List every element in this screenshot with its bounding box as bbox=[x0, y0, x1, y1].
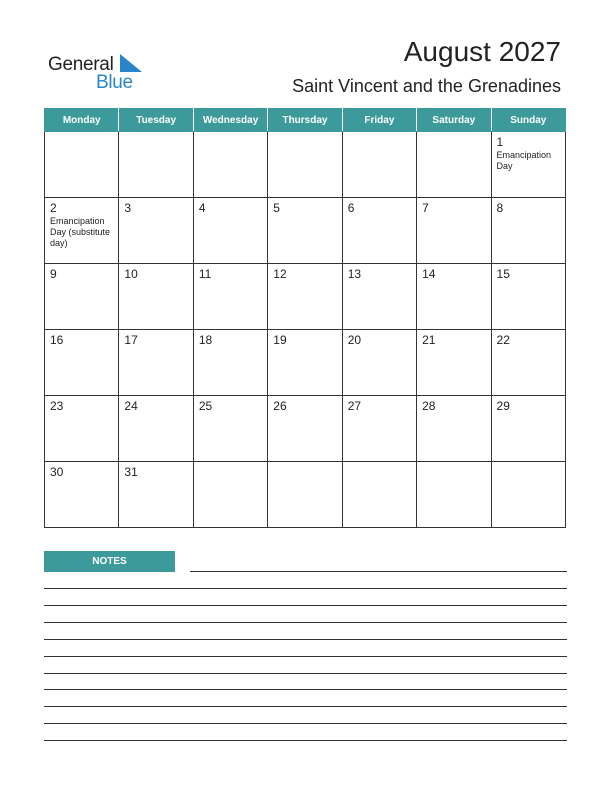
calendar-week-row bbox=[45, 396, 566, 462]
day-number: 12 bbox=[273, 267, 287, 281]
calendar-day-cell bbox=[342, 330, 416, 396]
calendar-day-cell bbox=[491, 396, 565, 462]
calendar-day-cell bbox=[491, 132, 565, 198]
day-number: 26 bbox=[273, 399, 287, 413]
notes-rule-line bbox=[44, 706, 567, 707]
day-number: 22 bbox=[496, 333, 510, 347]
day-number: 1 bbox=[496, 135, 504, 149]
day-number: 5 bbox=[273, 201, 280, 215]
notes-rule-line bbox=[190, 571, 567, 572]
calendar-day-cell bbox=[45, 132, 119, 198]
day-number: 28 bbox=[422, 399, 436, 413]
day-number: 20 bbox=[347, 333, 362, 347]
weekday-header-row bbox=[45, 109, 566, 132]
weekday-header: Saturday bbox=[417, 109, 491, 132]
calendar-day-cell bbox=[268, 132, 342, 198]
day-number: 25 bbox=[198, 399, 213, 413]
calendar-day-cell bbox=[417, 396, 491, 462]
calendar-day-cell bbox=[119, 132, 193, 198]
calendar-day-cell bbox=[45, 264, 119, 330]
calendar-day-cell bbox=[268, 462, 342, 528]
day-number: 6 bbox=[347, 201, 355, 215]
calendar-day-cell bbox=[491, 264, 565, 330]
calendar-day-cell bbox=[342, 462, 416, 528]
day-number: 9 bbox=[50, 267, 57, 281]
page-title: August 2027 bbox=[403, 36, 561, 67]
day-number: 23 bbox=[50, 399, 64, 413]
calendar-day-cell bbox=[119, 264, 193, 330]
calendar-week-row bbox=[45, 264, 566, 330]
calendar-day-cell bbox=[119, 330, 193, 396]
calendar-day-cell bbox=[193, 264, 267, 330]
calendar-day-cell bbox=[268, 264, 342, 330]
calendar-day-cell bbox=[342, 396, 416, 462]
logo-text-blue: Blue bbox=[96, 72, 133, 93]
day-number: 29 bbox=[496, 399, 510, 413]
notes-rule-line bbox=[44, 639, 567, 640]
calendar-day-cell bbox=[417, 462, 491, 528]
generalblue-logo bbox=[48, 52, 148, 92]
calendar-week-row bbox=[45, 462, 566, 528]
calendar-day-cell bbox=[193, 396, 267, 462]
notes-rule-line bbox=[44, 622, 567, 623]
day-number: 13 bbox=[347, 267, 362, 281]
notes-header: NOTES bbox=[44, 551, 175, 572]
calendar-day-cell bbox=[342, 264, 416, 330]
holiday-label: Emancipation Day (substitute day) bbox=[50, 216, 111, 248]
calendar-day-cell bbox=[193, 330, 267, 396]
day-number: 2 bbox=[50, 201, 57, 215]
day-number: 19 bbox=[273, 333, 287, 347]
calendar-week-row bbox=[45, 330, 566, 396]
month-calendar bbox=[44, 108, 566, 528]
calendar-day-cell bbox=[342, 132, 416, 198]
day-number: 31 bbox=[124, 465, 138, 479]
calendar-day-cell bbox=[417, 198, 491, 264]
calendar-day-cell bbox=[268, 330, 342, 396]
day-number: 16 bbox=[50, 333, 64, 347]
calendar-day-cell bbox=[45, 198, 119, 264]
day-number: 27 bbox=[347, 399, 362, 413]
logo-triangle-icon bbox=[120, 54, 142, 72]
day-number: 17 bbox=[124, 333, 138, 347]
calendar-day-cell bbox=[45, 396, 119, 462]
day-number: 3 bbox=[124, 201, 132, 215]
calendar-day-cell bbox=[417, 330, 491, 396]
day-number: 8 bbox=[496, 201, 504, 215]
calendar-day-cell bbox=[342, 198, 416, 264]
calendar-week-row bbox=[45, 132, 566, 198]
calendar-week-row bbox=[45, 198, 566, 264]
calendar-day-cell bbox=[119, 198, 193, 264]
calendar-day-cell bbox=[193, 462, 267, 528]
day-number: 30 bbox=[50, 465, 64, 479]
calendar-body bbox=[45, 132, 566, 528]
calendar-day-cell bbox=[491, 198, 565, 264]
weekday-header: Tuesday bbox=[119, 109, 193, 132]
day-number: 14 bbox=[422, 267, 436, 281]
weekday-header: Wednesday bbox=[193, 109, 267, 132]
notes-rule-line bbox=[44, 605, 567, 606]
calendar-day-cell bbox=[193, 132, 267, 198]
day-number: 15 bbox=[496, 267, 510, 281]
notes-rule-line bbox=[44, 740, 567, 741]
day-number: 24 bbox=[124, 399, 138, 413]
day-number: 11 bbox=[198, 267, 212, 281]
day-number: 4 bbox=[198, 201, 206, 215]
calendar-day-cell bbox=[491, 462, 565, 528]
notes-rule-line bbox=[44, 673, 567, 674]
calendar-day-cell bbox=[417, 264, 491, 330]
country-subtitle: Saint Vincent and the Grenadines bbox=[292, 76, 561, 96]
holiday-label: Emancipation Day bbox=[496, 150, 552, 171]
day-number: 7 bbox=[422, 201, 429, 215]
weekday-header: Monday bbox=[45, 109, 119, 132]
weekday-header: Thursday bbox=[268, 109, 342, 132]
day-number: 18 bbox=[198, 333, 213, 347]
notes-rule-line bbox=[44, 588, 567, 589]
day-number: 21 bbox=[422, 333, 436, 347]
notes-rule-line bbox=[44, 723, 567, 724]
calendar-day-cell bbox=[119, 396, 193, 462]
calendar-day-cell bbox=[193, 198, 267, 264]
notes-rule-line bbox=[44, 689, 567, 690]
calendar-day-cell bbox=[268, 396, 342, 462]
calendar-day-cell bbox=[491, 330, 565, 396]
calendar-day-cell bbox=[45, 330, 119, 396]
calendar-day-cell bbox=[45, 462, 119, 528]
calendar-day-cell bbox=[268, 198, 342, 264]
day-number: 10 bbox=[124, 267, 138, 281]
notes-rule-line bbox=[44, 656, 567, 657]
calendar-day-cell bbox=[119, 462, 193, 528]
logo-text-general: General bbox=[48, 54, 114, 75]
calendar-day-cell bbox=[417, 132, 491, 198]
weekday-header: Sunday bbox=[491, 109, 565, 132]
weekday-header: Friday bbox=[342, 109, 416, 132]
